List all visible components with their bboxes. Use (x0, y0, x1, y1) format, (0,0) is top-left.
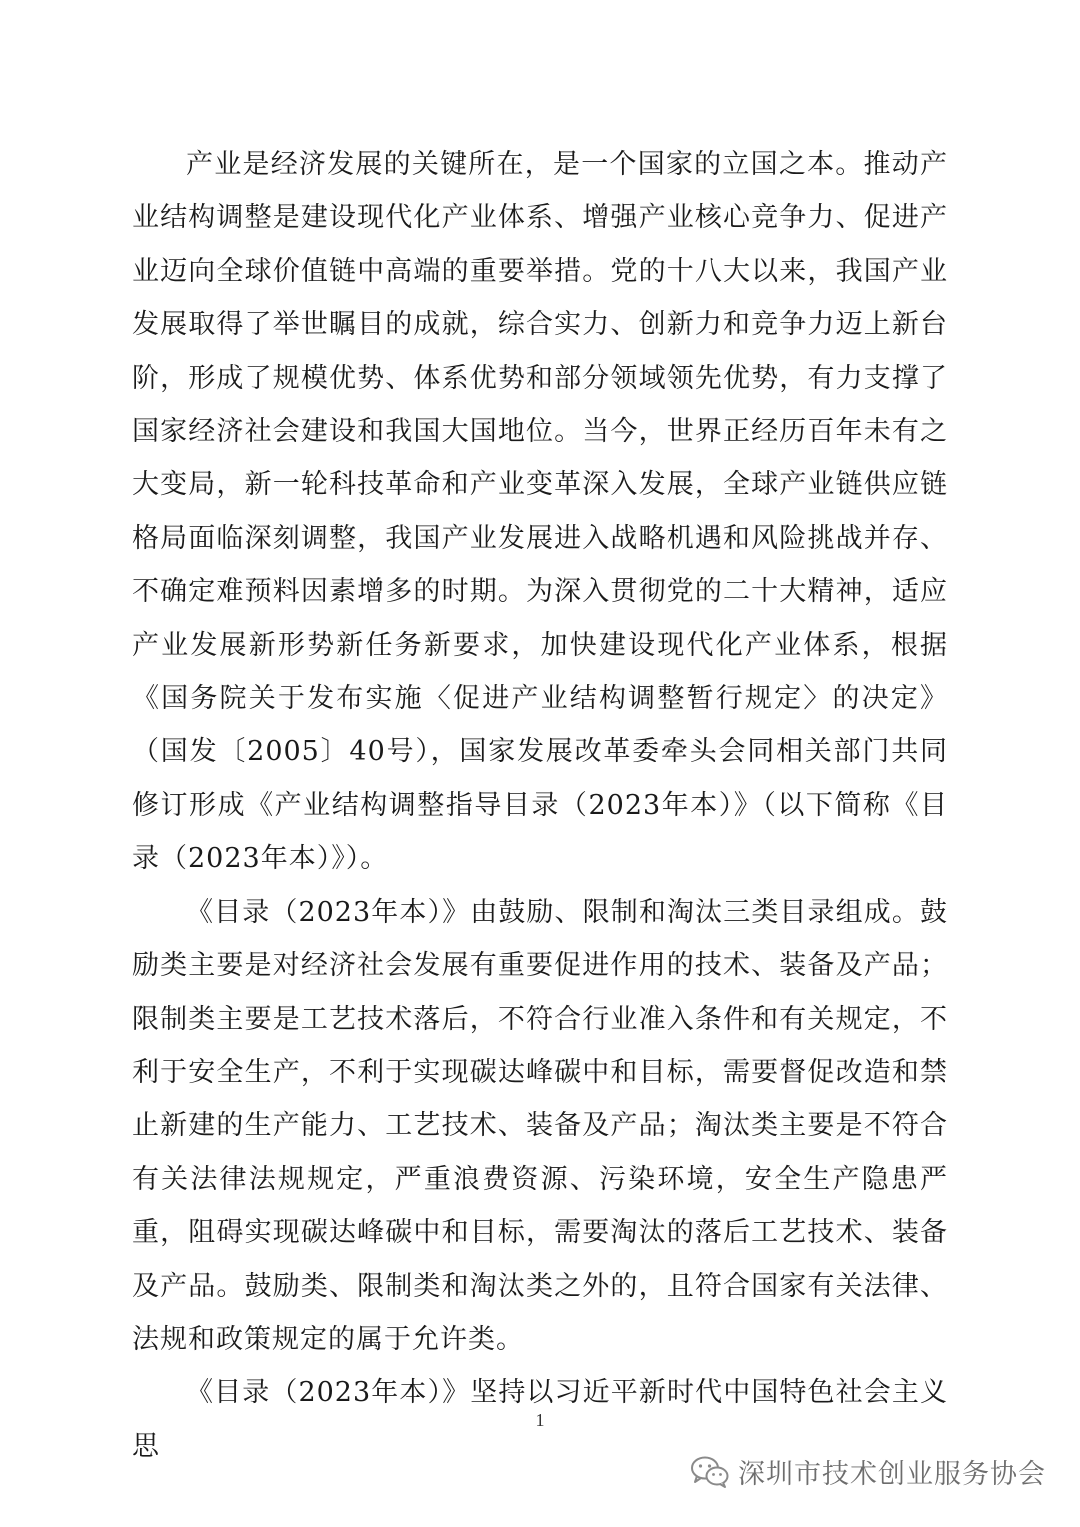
wechat-icon (690, 1455, 730, 1489)
document-body (132, 138, 948, 1473)
watermark (690, 1452, 1046, 1491)
page-number: 1 (535, 1410, 545, 1430)
paragraph-3: 《目录（2023年本）》坚持以习近平新时代中国特色社会主义思 (132, 1377, 948, 1462)
paragraph-1: 产业是经济发展的关键所在，是一个国家的立国之本。推动产业结构调整是建设现代化产业体系、增强产业核心竞争力、促进产业迈向全球价值链中高端的重要举措。党的十八大以来，我国产业发展取得了举世瞩目的成就，综合实力、创新力和竞争力迈上新台阶，形成了规模优势、体系优势和部分领域领先优势，有力支撑了国家经济社会建设和我国大国地位。当今，世界正经历百年未有之大变局，新一轮科技革命和产业变革深入发展，全球产业链供应链格局面临深刻调整，我国产业发展进入战略机遇和风险挑战并存、不确定难预料因素增多的时期。为深入贯彻党的二十大精神，适应产业发展新形势新任务新要求，加快建设现代化产业体系，根据《国务院关于发布实施〈促进产业结构调整暂行规定〉的决定》（国发〔2005〕40号），国家发展改革委牵头会同相关部门共同修订形成《产业结构调整指导目录（2023年本）》（以下简称《目录（2023年本）》）。 (132, 149, 948, 875)
watermark-text: 深圳市技术创业服务协会 (738, 1459, 1046, 1490)
paragraph-2: 《目录（2023年本）》由鼓励、限制和淘汰三类目录组成。鼓励类主要是对经济社会发展有重要促进作用的技术、装备及产品；限制类主要是工艺技术落后，不符合行业准入条件和有关规定，不利于安全生产，不利于实现碳达峰碳中和目标，需要督促改造和禁止新建的生产能力、工艺技术、装备及产品；淘汰类主要是不符合有关法律法规规定，严重浪费资源、污染环境，安全生产隐患严重，阻碍实现碳达峰碳中和目标，需要淘汰的落后工艺技术、装备及产品。鼓励类、限制类和淘汰类之外的，且符合国家有关法律、法规和政策规定的属于允许类。 (132, 896, 948, 1355)
